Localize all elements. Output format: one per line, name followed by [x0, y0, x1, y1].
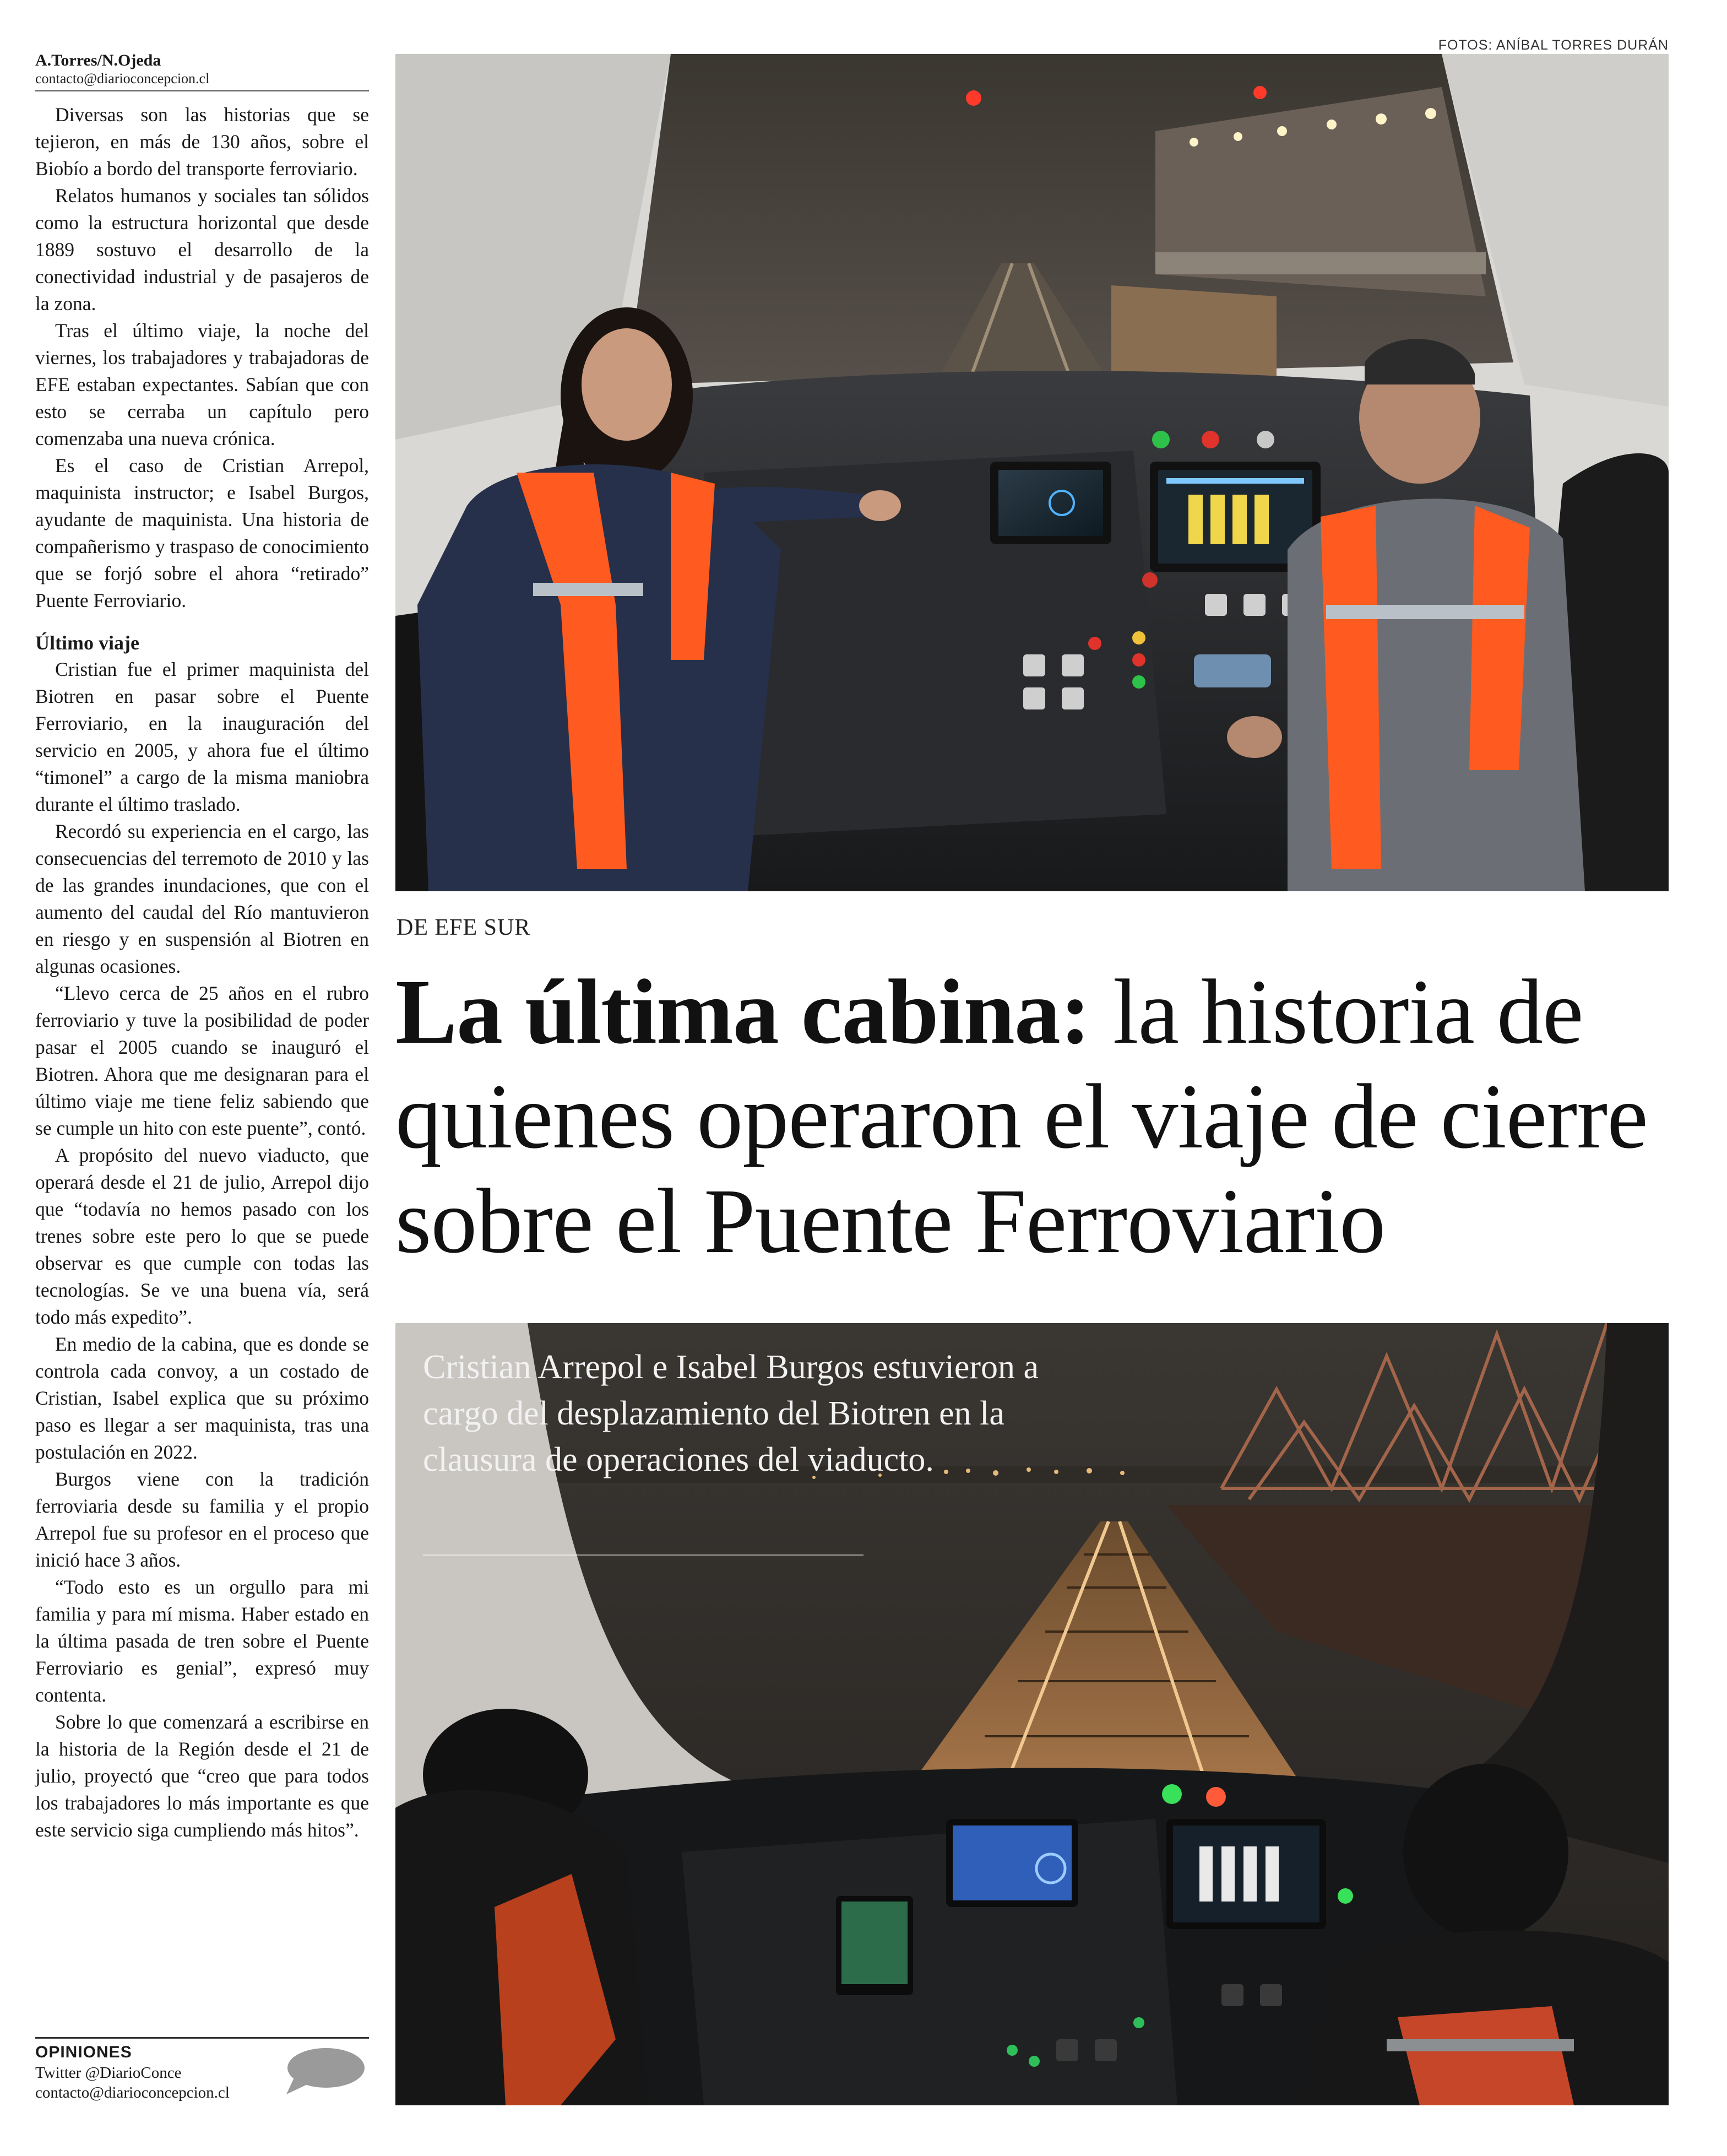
- headline-lead: La última cabina:: [395, 961, 1090, 1063]
- photo-caption: Cristian Arrepol e Isabel Burgos estuvieron a cargo del desplazamiento del Biotren en la clausura de operaciones del viaducto.: [423, 1348, 1039, 1478]
- paragraph: Diversas son las historias que se tejieron, en más de 130 años, sobre el Biobío a bordo del transporte ferroviario.: [35, 104, 369, 180]
- kicker: DE EFE SUR: [397, 915, 531, 940]
- caption-divider: [423, 1554, 864, 1556]
- byline-email: contacto@diarioconcepcion.cl: [35, 71, 210, 86]
- headline: [395, 960, 1679, 1274]
- article-body: [35, 101, 369, 1844]
- headline-rest: la historia de quienes operaron el viaje de cierre sobre el Puente Ferroviario: [395, 961, 1648, 1272]
- byline-authors: A.Torres/N.Ojeda: [35, 51, 161, 69]
- paragraph: Relatos humanos y sociales tan sólidos como la estructura horizontal que desde 1889 sostuvo el desarrollo de la conectividad industrial y de pasajeros de la zona.: [35, 185, 369, 315]
- paragraph: Recordó su experiencia en el cargo, las consecuencias del terremoto de 2010 y las de las grandes inundaciones, que con el aumento del caudal del Río mantuvieron en riesgo y en suspensión al Biotren en algunas ocasiones.: [35, 820, 369, 977]
- paragraph: A propósito del nuevo viaducto, que operará desde el 21 de julio, Arrepol dijo que “todavía no hemos pasado con los trenes sobre este pero lo que se puede observar es que cumple con todas las tecnologías. Se ve una buena vía, será todo más expedito”.: [35, 1144, 369, 1328]
- paragraph: Tras el último viaje, la noche del viernes, los trabajadores y trabajadoras de EFE estaban expectantes. Sabían que con esto se cerraba un capítulo pero comenzaba una nueva crónica.: [35, 319, 369, 449]
- opinions-email[interactable]: contacto@diarioconcepcion.cl: [35, 2084, 230, 2101]
- paragraph: “Todo esto es un orgullo para mi familia y para mí misma. Haber estado en la última pasada de tren sobre el Puente Ferroviario es genial”, expresó muy contenta.: [35, 1576, 369, 1706]
- paragraph: Sobre lo que comenzará a escribirse en la historia de la Región desde el 21 de julio, proyectó que “creo que para todos los trabajadores lo más importante es que este servicio siga cumpliendo más hitos”.: [35, 1711, 369, 1841]
- paragraph: Burgos viene con la tradición ferroviaria desde su familia y el propio Arrepol fue su profesor en el proceso que inició hace 3 años.: [35, 1468, 369, 1571]
- opinions-box: [35, 2037, 369, 2103]
- paragraph: “Llevo cerca de 25 años en el rubro ferroviario y tuve la posibilidad de poder pasar el 2005 cuando se inauguró el Biotren. Ahora que me designaran para el último viaje me tiene feliz sabiendo que se cumple un hito con este puente”, contó.: [35, 982, 369, 1139]
- paragraph: En medio de la cabina, que es donde se controla cada convoy, a un costado de Cristian, Isabel explica que su próximo paso es llegar a ser maquinista, tras una postulación en 2022.: [35, 1333, 369, 1463]
- paragraph: Cristian fue el primer maquinista del Biotren en pasar sobre el Puente Ferroviario, en la inauguración del servicio en 2005, y ahora fue el último “timonel” a cargo de la misma maniobra durante el último traslado.: [35, 658, 369, 815]
- opinions-divider: [35, 2037, 369, 2039]
- photo-credit: FOTOS: ANÍBAL TORRES DURÁN: [1438, 37, 1669, 53]
- paragraph: Es el caso de Cristian Arrepol, maquinista instructor; e Isabel Burgos, ayudante de maquinista. Una historia de compañerismo y traspaso de conocimiento que se forjó sobre el ahora “retirado” Puente Ferroviario.: [35, 454, 369, 611]
- opinions-twitter[interactable]: Twitter @DiarioConce: [35, 2064, 182, 2082]
- speech-bubble-icon: [283, 2046, 366, 2097]
- article-column: [35, 51, 369, 1844]
- opinions-title: OPINIONES: [35, 2043, 132, 2061]
- section-subhead: Último viaje: [35, 632, 139, 654]
- byline-divider: [35, 90, 369, 91]
- cabin-operators-photo: [395, 54, 1669, 891]
